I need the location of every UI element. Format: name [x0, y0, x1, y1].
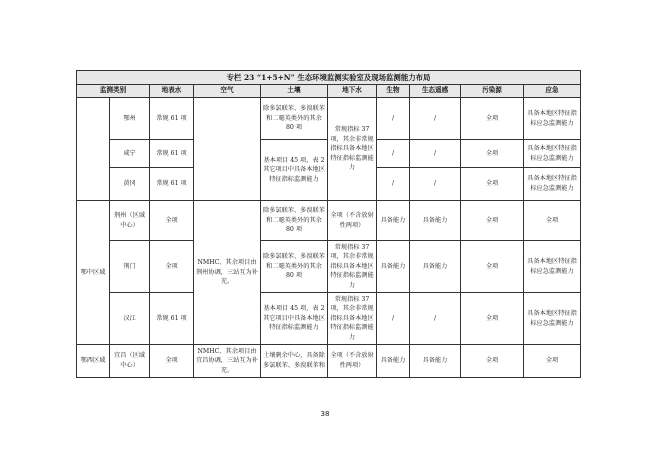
table-title: 专栏 23 “1+5+N” 生态环境监测实验室及现场监测能力布局: [77, 71, 581, 85]
header-emergency: 应急: [524, 85, 581, 98]
biology-cell: 具备能力: [377, 345, 410, 378]
remote-sensing-cell: /: [410, 293, 461, 345]
pollution-cell: 全项: [461, 293, 524, 345]
header-ecological-remote-sensing: 生态遥感: [410, 85, 461, 98]
city-cell: 荆门: [110, 241, 150, 293]
biology-cell: 具备能力: [377, 201, 410, 241]
pollution-cell: 全项: [461, 140, 524, 168]
table-row: [77, 293, 581, 345]
header-surface-water: 地表水: [150, 85, 194, 98]
biology-cell: /: [377, 168, 410, 201]
soil-cell: 除多氯联苯、多溴联苯和二噁英类外的其余 80 项: [261, 201, 328, 241]
air-cell: NMHC、其余项目由荆州协调，三站互为补充。: [194, 201, 261, 345]
surface-water-cell: 常规 61 项: [150, 98, 194, 140]
groundwater-cell: 常规指标 37 项，其余非常规指标具备本地区特征指标监测能力: [328, 293, 377, 345]
table-title-row: [77, 71, 581, 85]
soil-cell: 基本项目 45 项，表 2 其它项目中具备本地区特征指标监测能力: [261, 140, 328, 201]
pollution-cell: 全项: [461, 241, 524, 293]
surface-water-cell: 常规 61 项: [150, 293, 194, 345]
table-row: [77, 345, 581, 378]
header-pollution-source: 污染源: [461, 85, 524, 98]
header-air: 空气: [194, 85, 261, 98]
region-exi-cell: 鄂西区域: [77, 345, 110, 378]
header-groundwater: 地下水: [328, 85, 377, 98]
soil-cell: 基本项目 45 项，表 2 其它项目中具备本地区特征指标监测能力: [261, 293, 328, 345]
emergency-cell: 全项: [524, 345, 581, 378]
biology-cell: /: [377, 140, 410, 168]
pollution-cell: 全项: [461, 201, 524, 241]
biology-cell: /: [377, 293, 410, 345]
city-cell: 汉江: [110, 293, 150, 345]
capacity-layout-table: [76, 70, 581, 378]
soil-cell: 除多氯联苯、多溴联苯和二噁英类外的其余 80 项: [261, 241, 328, 293]
emergency-cell: 具备本地区特征指标应急监测能力: [524, 241, 581, 293]
header-biology: 生物: [377, 85, 410, 98]
remote-sensing-cell: 具备能力: [410, 345, 461, 378]
city-cell: 咸宁: [110, 140, 150, 168]
groundwater-cell: 常规指标 37 项，其余非常规指标具备本地区特征指标监测能力: [328, 98, 377, 201]
groundwater-cell: 常规指标 37 项，其余非常规指标具备本地区特征指标监测能力: [328, 241, 377, 293]
groundwater-cell: 全项（不含放射性两项）: [328, 201, 377, 241]
city-cell: 黄冈: [110, 168, 150, 201]
biology-cell: /: [377, 98, 410, 140]
page-number: 38: [320, 410, 330, 418]
pollution-cell: 全项: [461, 168, 524, 201]
surface-water-cell: 全项: [150, 201, 194, 241]
header-soil: 土壤: [261, 85, 328, 98]
air-cell: NMHC、其余项目由宜昌协调，三站互为补充。: [194, 345, 261, 378]
city-cell: 鄂州: [110, 98, 150, 140]
pollution-cell: 全项: [461, 345, 524, 378]
capacity-layout-table-container: [76, 70, 580, 378]
table-row: [77, 98, 581, 140]
surface-water-cell: 全项: [150, 345, 194, 378]
table-row: [77, 201, 581, 241]
remote-sensing-cell: 具备能力: [410, 201, 461, 241]
surface-water-cell: 常规 61 项: [150, 140, 194, 168]
biology-cell: 具备能力: [377, 241, 410, 293]
emergency-cell: 具备本地区特征指标应急监测能力: [524, 168, 581, 201]
surface-water-cell: 常规 61 项: [150, 168, 194, 201]
emergency-cell: 全项: [524, 201, 581, 241]
groundwater-cell: 全项（不含放射性两项）: [328, 345, 377, 378]
pollution-cell: 全项: [461, 98, 524, 140]
header-monitoring-category: 监测类别: [77, 85, 150, 98]
region-ezhong-cell: 鄂中区域: [77, 201, 110, 345]
remote-sensing-cell: /: [410, 98, 461, 140]
remote-sensing-cell: 具备能力: [410, 241, 461, 293]
table-header-row: [77, 85, 581, 98]
air-blank-cell: [194, 98, 261, 201]
soil-cell: 土壤剩余中心，具备除多氯联苯、多溴联苯和: [261, 345, 328, 378]
emergency-cell: 具备本地区特征指标应急监测能力: [524, 293, 581, 345]
remote-sensing-cell: /: [410, 140, 461, 168]
remote-sensing-cell: /: [410, 168, 461, 201]
soil-cell: 除多氯联苯、多溴联苯和二噁英类外的其余 80 项: [261, 98, 328, 140]
table-row: [77, 241, 581, 293]
emergency-cell: 具备本地区特征指标应急监测能力: [524, 140, 581, 168]
city-cell: 宜昌（区域中心）: [110, 345, 150, 378]
emergency-cell: 具备本地区特征指标应急监测能力: [524, 98, 581, 140]
city-cell: 荆州（区域中心）: [110, 201, 150, 241]
surface-water-cell: 全项: [150, 241, 194, 293]
blank-region-cell: [77, 98, 110, 201]
